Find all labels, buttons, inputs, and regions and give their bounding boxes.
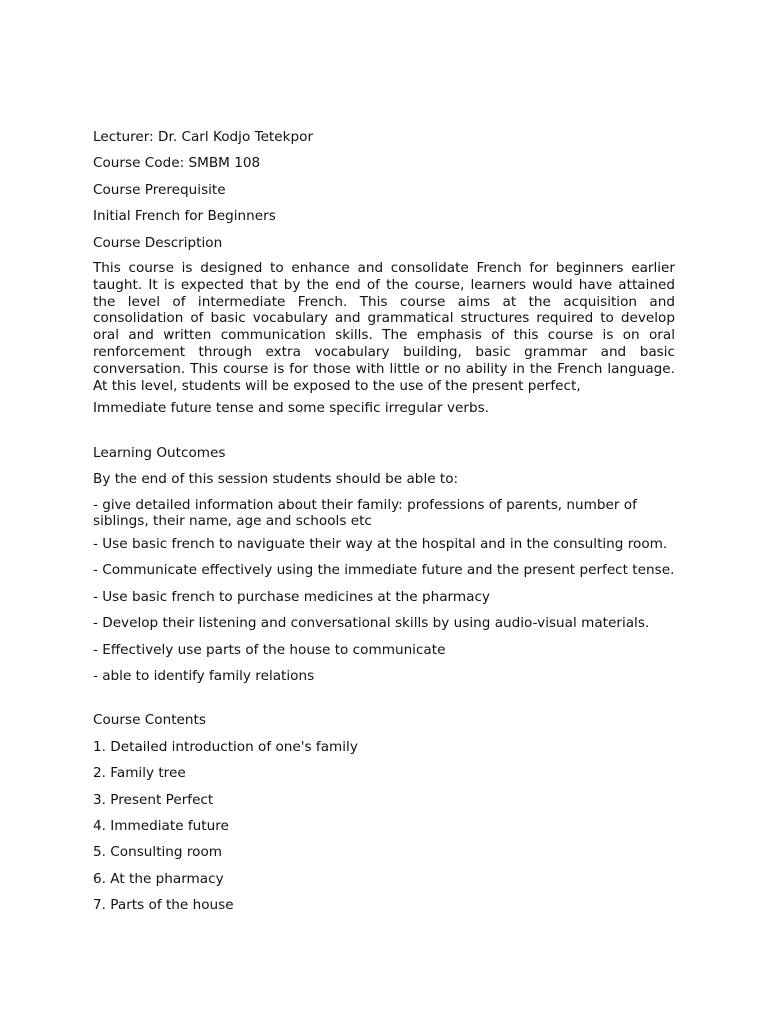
contents-item: 3. Present Perfect xyxy=(93,791,214,808)
outcome-item: - Communicate effectively using the immediate future and the present perfect tense. xyxy=(93,562,675,579)
description-continuation: Immediate future tense and some specific irregular verbs. xyxy=(93,400,489,417)
prerequisite-value: Initial French for Beginners xyxy=(93,208,276,225)
course-code-line: Course Code: SMBM 108 xyxy=(93,155,261,172)
outcome-item: - Develop their listening and conversational skills by using audio-visual materials. xyxy=(93,615,650,632)
lecturer-line: Lecturer: Dr. Carl Kodjo Tetekpor xyxy=(93,129,314,145)
document-page xyxy=(93,128,675,923)
outcome-item: - give detailed information about their family: professions of parents, number of siblings, their name, age and schools etc xyxy=(93,496,637,530)
contents-item: 7. Parts of the house xyxy=(93,897,234,914)
outcomes-heading: Learning Outcomes xyxy=(93,444,226,461)
contents-item: 4. Immediate future xyxy=(93,818,229,834)
outcomes-intro: By the end of this session students should be able to: xyxy=(93,471,459,488)
description-heading: Course Description xyxy=(93,234,223,251)
outcome-item: - Effectively use parts of the house to communicate xyxy=(93,641,446,658)
contents-item: 6. At the pharmacy xyxy=(93,870,224,887)
contents-item: 2. Family tree xyxy=(93,765,186,782)
contents-heading: Course Contents xyxy=(93,712,206,729)
outcome-item: - Use basic french to naviguate their way at the hospital and in the consulting room. xyxy=(93,536,668,553)
outcome-item: - able to identify family relations xyxy=(93,668,315,685)
outcome-item: - Use basic french to purchase medicines at the pharmacy xyxy=(93,588,490,605)
contents-item: 1. Detailed introduction of one's family xyxy=(93,738,358,755)
description-paragraph: This course is designed to enhance and consolidate French for beginners earlier taught. It is expected that by the end of the course, learners would have attained the level of intermediate French. This course aims at the acquisition and consolidation of basic vocabulary and grammatical structures required to develop oral and written communication skills. The emphasis of this course is on oral renforcement through extra vocabulary building, basic grammar and basic conversation. This course is for those with little or no ability in the French language. At this level, students will be exposed to the use of the present perfect, xyxy=(93,259,675,394)
contents-item: 5. Consulting room xyxy=(93,844,223,861)
prerequisite-heading: Course Prerequisite xyxy=(93,181,226,198)
